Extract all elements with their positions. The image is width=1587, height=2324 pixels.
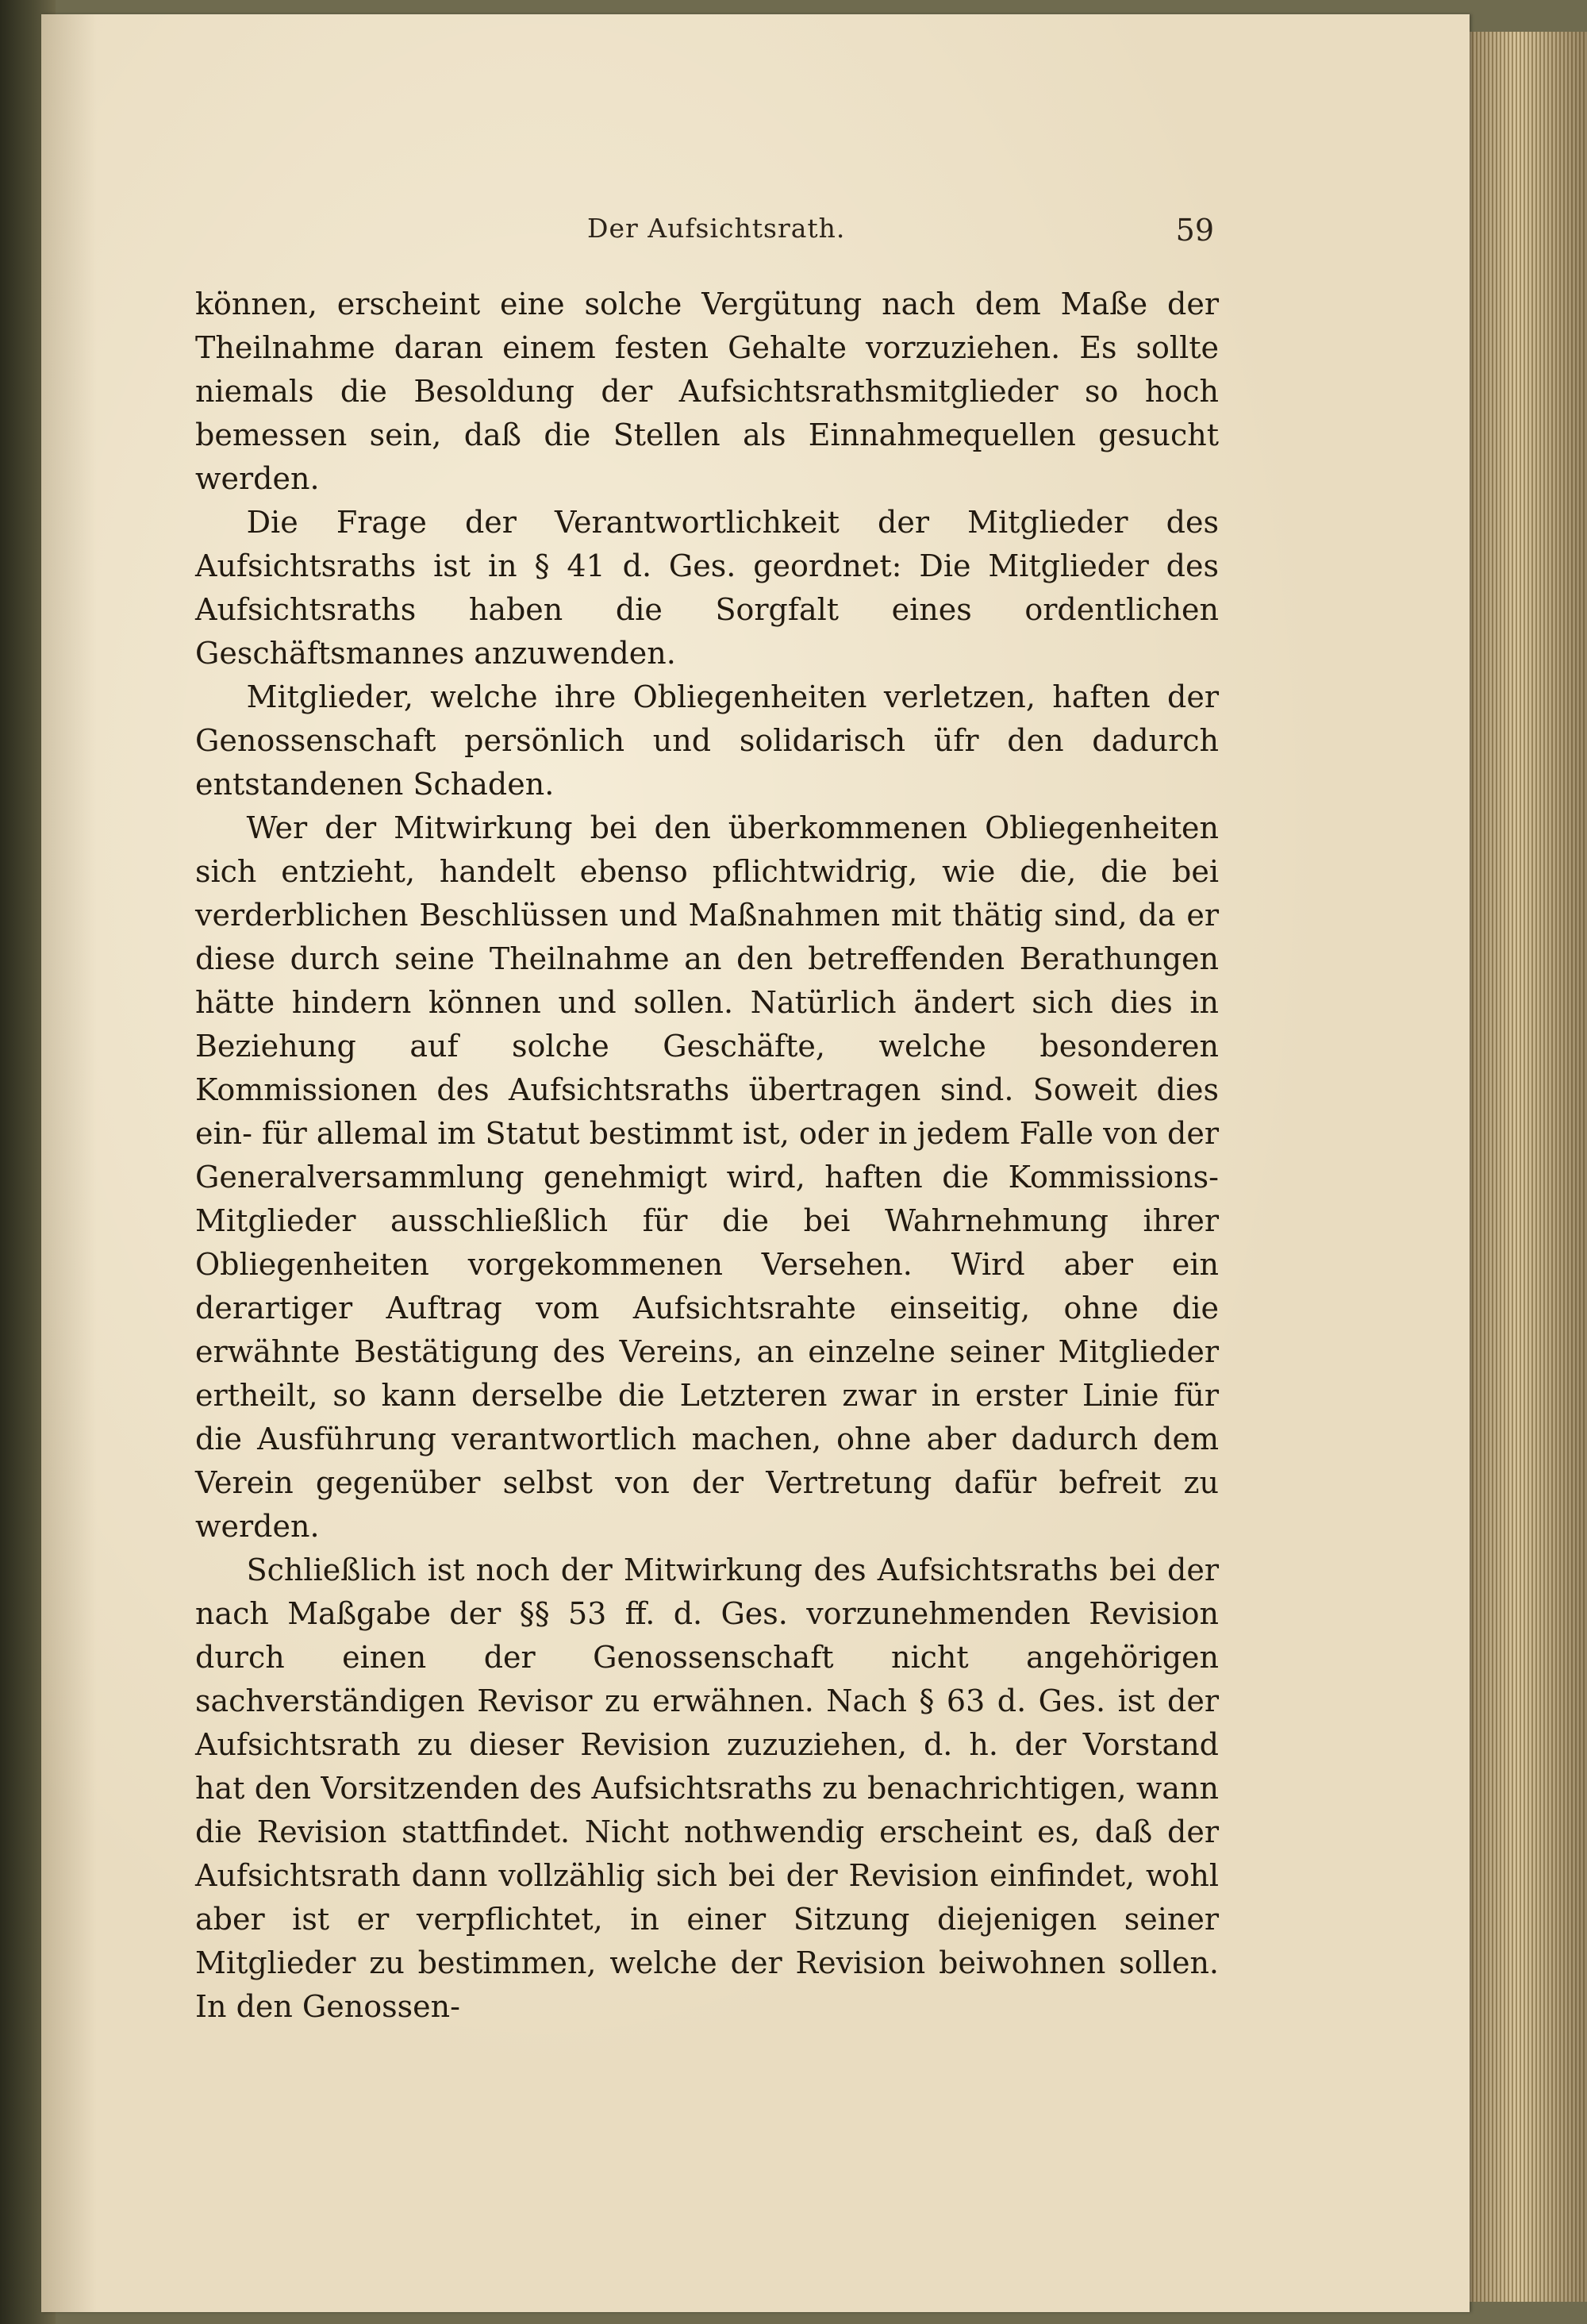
running-head: Der Aufsichtsrath. [587,213,846,244]
page-number: 59 [1175,213,1214,248]
page-edges-shade [1470,32,1587,2302]
paragraph: Mitglieder, welche ihre Obliegenheiten verletzen, haften der Genossenschaft persönlich und solidarisch üfr den dadurch entstandenen Schaden. [195,679,1219,802]
page-header [198,213,1214,252]
paragraph: können, erscheint eine solche Vergütung nach dem Maße der Theilnahme daran einem festen Gehalte vorzuziehen. Es sollte niemals die Besoldung der Aufsichtsrathsmitglieder so hoch bemessen sein, daß die Stellen als Einnahmequellen gesucht werden. [195,287,1219,496]
paragraph: Wer der Mitwirkung bei den überkommenen Obliegenheiten sich entzieht, handelt ebenso pflichtwidrig, wie die, die bei verderblichen Beschlüssen und Maßnahmen mit thätig sind, da er diese durch seine Theilnahme an den betreffenden Berathungen hätte hindern können und sollen. Natürlich ändert sich dies in Beziehung auf solche Geschäfte, welche besonderen Kommissionen des Aufsichtsraths übertragen sind. Soweit dies ein- für allemal im Statut bestimmt ist, oder in jedem Falle von der Generalversammlung genehmigt wird, haften die Kommissions-Mitglieder ausschließlich für die bei Wahrnehmung ihrer Obliegenheiten vorgekommenen Versehen. Wird aber ein derartiger Auftrag vom Aufsichtsrahte einseitig, ohne die erwähnte Bestätigung des Vereins, an einzelne seiner Mitglieder ertheilt, so kann derselbe die Letzteren zwar in erster Linie für die Ausführung verantwortlich machen, ohne aber dadurch dem Verein gegenüber selbst von der Vertretung dafür befreit zu werden. [195,810,1219,1544]
body-text [195,283,1219,2029]
paragraph: Die Frage der Verantwortlichkeit der Mitglieder des Aufsichtsraths ist in § 41 d. Ges. geordnet: Die Mitglieder des Aufsichtsraths haben die Sorgfalt eines ordentlichen Geschäftsmannes anzuwenden. [195,505,1219,671]
paragraph: Schließlich ist noch der Mitwirkung des Aufsichtsraths bei der nach Maßgabe der §§ 53 ff. d. Ges. vorzunehmenden Revision durch einen der Genossenschaft nicht angehörigen sachverständigen Revisor zu erwähnen. Nach § 63 d. Ges. ist der Aufsichtsrath zu dieser Revision zuzuziehen, d. h. der Vorstand hat den Vorsitzenden des Aufsichtsraths zu benachrichtigen, wann die Revision stattfindet. Nicht nothwendig erscheint es, daß der Aufsichtsrath dann vollzählig sich bei der Revision einfindet, wohl aber ist er verpflichtet, in einer Sitzung diejenigen seiner Mitglieder zu bestimmen, welche der Revision beiwohnen sollen. In den Genossen- [195,1553,1219,2024]
